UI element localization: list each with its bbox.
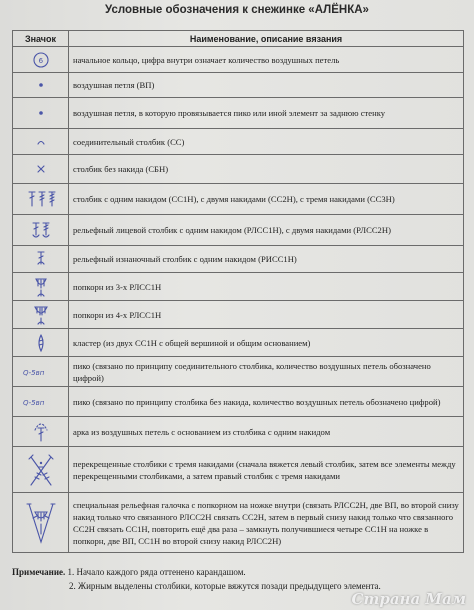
table-row (13, 493, 464, 553)
popcorn-3-icon (13, 273, 69, 301)
popcorn-4-icon (13, 301, 69, 329)
row-description: специальная рельефная галочка с попкорном на ножке внутри (связать РЛСС2Н, две ВП, во второй снизу накид только что связанного РЛСС2Н связать СС2Н, затем в первый снизу накид только что связанного СС2Н связать СС1Н, повторить ещё два раза – замкнуть получившиеся четыре СС1Н на ножке в попкорн, две ВП, СС1Н во второй снизу накид РЛСС2Н) (69, 493, 464, 553)
table-row (13, 246, 464, 273)
double-treble-stitches-icon (13, 184, 69, 215)
row-description: рельефный изнаночный столбик с одним накидом (РИСС1Н) (69, 246, 464, 273)
row-description: перекрещенные столбики с тремя накидами (сначала вяжется левый столбик, затем все элементы между перекрещенными столбиками, а затем правый столбик с тремя накидами (69, 447, 464, 493)
table-row (13, 129, 464, 155)
row-description: попкорн из 3-х РЛСС1Н (69, 273, 464, 301)
notes-label: Примечание. (12, 567, 66, 577)
magic-ring-6-icon (13, 47, 69, 73)
table-row (13, 357, 464, 387)
note-item-1: 1. Начало каждого ряда оттенено карандашом. (67, 567, 246, 577)
table-row (13, 184, 464, 215)
table-row (13, 329, 464, 357)
picot-slip-label: Q-5вп (23, 368, 45, 377)
row-description: соединительный столбик (СС) (69, 129, 464, 155)
row-description: начальное кольцо, цифра внутри означает количество воздушных петель (69, 47, 464, 73)
table-row (13, 215, 464, 246)
single-crochet-x-icon (13, 155, 69, 184)
chain-stitch-dot-icon (13, 98, 69, 129)
picot-slip-icon (13, 357, 69, 387)
row-description: воздушная петля, в которую провязывается пико или иной элемент за заднюю стенку (69, 98, 464, 129)
row-description: кластер (из двух СС1Н с общей вершиной и общим основанием) (69, 329, 464, 357)
table-row (13, 155, 464, 184)
crossed-treble-icon (13, 447, 69, 493)
chain-arch-icon (13, 417, 69, 447)
row-description: пико (связано по принципу соединительного столбика, количество воздушных петель обозначено цифрой) (69, 357, 464, 387)
table-row (13, 73, 464, 98)
slip-stitch-arc-icon (13, 129, 69, 155)
back-post-stitch-icon (13, 246, 69, 273)
row-description: столбик с одним накидом (СС1Н), с двумя накидами (СС2Н), с тремя накидами (СС3Н) (69, 184, 464, 215)
picot-sc-label: Q-5вп (23, 398, 45, 407)
svg-text:6: 6 (38, 56, 43, 65)
table-row (13, 273, 464, 301)
table-row (13, 417, 464, 447)
table-row (13, 47, 464, 73)
row-description: пико (связано по принципу столбика без накида, количество воздушных петель обозначено цифрой) (69, 387, 464, 417)
table-header-row (13, 31, 464, 47)
popcorn-tick-icon (13, 493, 69, 553)
cluster-icon (13, 329, 69, 357)
row-description: рельефный лицевой столбик с одним накидом (РЛСС1Н), с двумя накидами (РЛСС2Н) (69, 215, 464, 246)
chain-stitch-dot-icon (13, 73, 69, 98)
row-description: попкорн из 4-х РЛСС1Н (69, 301, 464, 329)
legend-table (12, 30, 464, 553)
row-description: столбик без накида (СБН) (69, 155, 464, 184)
notes (12, 565, 464, 593)
table-row (13, 301, 464, 329)
table-row (13, 447, 464, 493)
header-description: Наименование, описание вязания (69, 31, 464, 47)
table-row (13, 98, 464, 129)
watermark: Страна Мам (351, 590, 466, 608)
header-symbol: Значок (13, 31, 69, 47)
row-description: арка из воздушных петель с основанием из столбика с одним накидом (69, 417, 464, 447)
row-description: воздушная петля (ВП) (69, 73, 464, 98)
note-item-2: 2. Жирным выделены столбики, которые вяжутся позади предыдущего элемента. (69, 581, 381, 591)
front-post-stitches-icon (13, 215, 69, 246)
page-title: Условные обозначения к снежинке «АЛЁНКА» (105, 4, 369, 16)
table-row (13, 387, 464, 417)
picot-sc-icon (13, 387, 69, 417)
